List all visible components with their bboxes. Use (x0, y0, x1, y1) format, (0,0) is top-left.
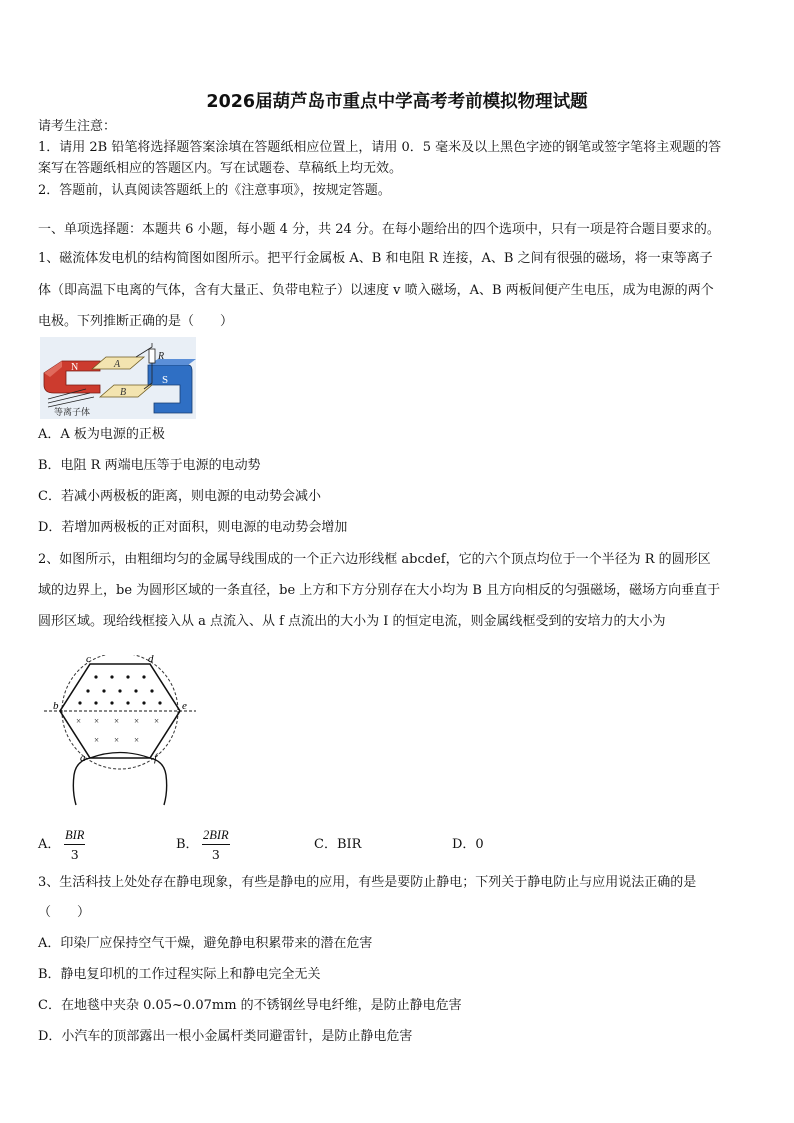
notice-line-1b: 案写在答题纸相应的答题区内。写在试题卷、草稿纸上均无效。 (38, 161, 403, 176)
resistor-label: R (158, 351, 165, 362)
vertex-e-label: e (182, 700, 187, 712)
q1-option-a: A．A 板为电源的正极 (38, 427, 165, 442)
q1-stem-line-1: 1、磁流体发电机的结构简图如图所示。把平行金属板 A、B 和电阻 R 连接，A、B 之间有很强的磁场，将一束等离子 (38, 251, 713, 266)
vertex-d-label: d (148, 655, 154, 665)
q1-option-c: C．若减小两极板的距离，则电源的电动势会减小 (38, 489, 321, 504)
plasma-label: 等离子体 (54, 407, 91, 417)
svg-text:×: × (134, 716, 140, 726)
svg-text:×: × (114, 716, 120, 726)
q2-option-b-label: B． (176, 837, 199, 852)
svg-text:×: × (94, 735, 100, 745)
q3-stem-line-1: 3、生活科技上处处存在静电现象，有些是静电的应用，有些是要防止静电；下列关于静电防止与应用说法正确的是 (38, 875, 697, 890)
svg-text:×: × (76, 716, 82, 726)
svg-text:×: × (134, 735, 140, 745)
svg-text:×: × (154, 716, 160, 726)
q3-option-a: A．印染厂应保持空气干燥，避免静电积累带来的潜在危害 (38, 936, 373, 951)
vertex-c-label: c (86, 655, 91, 665)
q3-option-b: B．静电复印机的工作过程实际上和静电完全无关 (38, 967, 321, 982)
q1-option-b: B．电阻 R 两端电压等于电源的电动势 (38, 458, 261, 473)
plate-b-label: B (120, 387, 127, 398)
q2-stem-line-3: 圆形区域。现给线框接入从 a 点流入、从 f 点流出的大小为 I 的恒定电流，则金属线框受到的安培力的大小为 (38, 614, 666, 629)
section-heading: 一、单项选择题：本题共 6 小题，每小题 4 分，共 24 分。在每小题给出的四个选项中，只有一项是符合题目要求的。 (38, 222, 720, 237)
notice-heading: 请考生注意： (38, 119, 117, 134)
q3-option-d: D．小汽车的顶部露出一根小金属杆类同避雷针，是防止静电危害 (38, 1029, 413, 1044)
q2-option-b-numerator: 2BIR (203, 828, 229, 842)
q2-option-b-denominator: 3 (211, 847, 220, 862)
q2-stem-line-1: 2、如图所示，由粗细均匀的金属导线围成的一个正六边形线框 abcdef，它的六个顶点均位于一个半径为 R 的圆形区 (38, 552, 711, 567)
q2-option-a-numerator: BIR (65, 828, 85, 842)
mhd-generator-figure (40, 337, 196, 419)
vertex-a-label: a (80, 752, 86, 764)
q1-stem-line-3: 电极。下列推断正确的是（ ） (38, 314, 234, 329)
q2-option-c: C．BIR (314, 837, 362, 852)
q1-option-d: D．若增加两极板的正对面积，则电源的电动势会增加 (38, 520, 348, 535)
vertex-f-label: f (154, 752, 158, 764)
notice-line-2: 2．答题前，认真阅读答题纸上的《注意事项》，按规定答题。 (38, 183, 391, 198)
q3-stem-line-2: （ ） (38, 905, 91, 920)
fraction-bar (64, 844, 85, 845)
svg-text:×: × (94, 716, 100, 726)
q1-stem-line-2: 体（即高温下电离的气体，含有大量正、负带电粒子）以速度 v 喷入磁场，A、B 两板间便产生电压，成为电源的两个 (38, 283, 714, 298)
fraction-bar (202, 844, 230, 845)
north-pole-label: N (71, 362, 79, 373)
q2-stem-line-2: 域的边界上，be 为圆形区域的一条直径，be 上方和下方分别存在大小均为 B 且方向相反的匀强磁场，磁场方向垂直于 (38, 583, 721, 598)
hexagon-field-figure (40, 655, 200, 810)
notice-line-1a: 1．请用 2B 铅笔将选择题答案涂填在答题纸相应位置上，请用 0．5 毫米及以上黑色字迹的钢笔或签字笔将主观题的答 (38, 140, 722, 155)
q2-option-a-denominator: 3 (70, 847, 79, 862)
page-title: 2026届葫芦岛市重点中学高考考前模拟物理试题 (206, 92, 588, 112)
plate-a-label: A (114, 359, 121, 370)
q2-option-a-fraction (64, 828, 85, 862)
svg-text:×: × (114, 735, 120, 745)
q2-option-b-fraction (202, 828, 230, 862)
q2-option-a-label: A． (38, 837, 61, 852)
q3-option-c: C．在地毯中夹杂 0.05~0.07mm 的不锈钢丝导电纤维，是防止静电危害 (38, 998, 462, 1013)
vertex-b-label: b (53, 700, 59, 712)
q2-option-d: D．0 (452, 837, 484, 852)
south-pole-label: S (162, 374, 169, 386)
